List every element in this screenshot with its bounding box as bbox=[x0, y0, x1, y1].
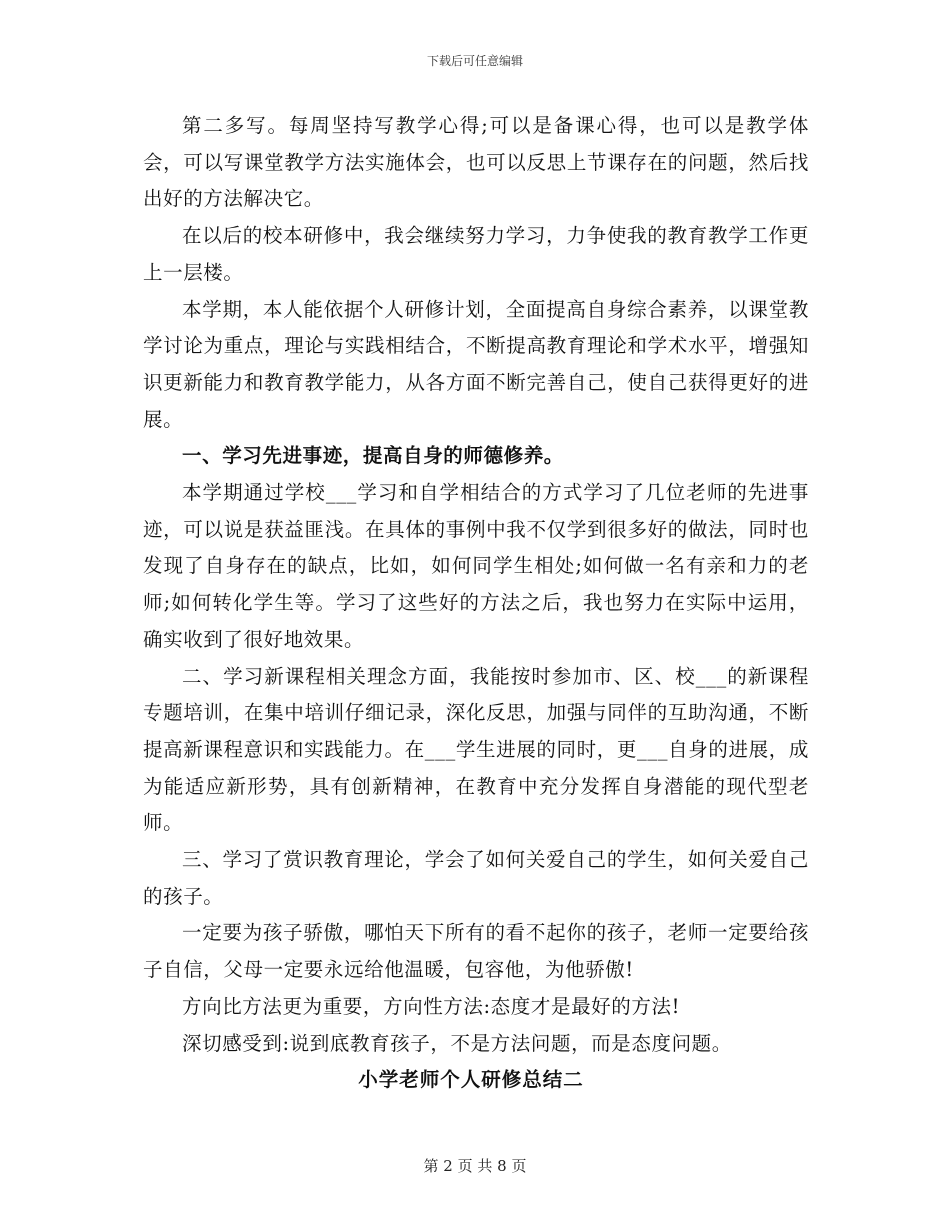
paragraph-semester-plan: 本学期，本人能依据个人研修计划，全面提高自身综合素养，以课堂教学讨论为重点，理论与实践相结合，不断提高教育理论和学术水平，增强知识更新能力和教育教学能力，从各方面不断完善自己，使自己获得更好的进展。 bbox=[143, 297, 809, 431]
heading-section-one: 一、学习先进事迹，提高自身的师德修养。 bbox=[182, 444, 564, 468]
paragraph-write-more: 第二多写。每周坚持写教学心得;可以是备课心得，也可以是教学体会，可以写课堂教学方法实施体会，也可以反思上节课存在的问题，然后找出好的方法解决它。 bbox=[143, 114, 809, 211]
paragraph-attitude: 深切感受到:说到底教育孩子，不是方法问题，而是态度问题。 bbox=[182, 1031, 732, 1055]
paragraph-new-curriculum: 二、学习新课程相关理念方面，我能按时参加市、区、校___的新课程专题培训，在集中培训仔细记录，深化反思，加强与同伴的互助沟通，不断提高新课程意识和实践能力。在___学生进展的同时，更___自身的进展，成为能适应新形势，具有创新精神，在教育中充分发挥自身潜能的现代型老师。 bbox=[143, 664, 809, 835]
paragraph-future-study: 在以后的校本研修中，我会继续努力学习，力争使我的教育教学工作更上一层楼。 bbox=[143, 224, 809, 284]
paragraph-direction-method: 方向比方法更为重要，方向性方法:态度才是最好的方法! bbox=[182, 994, 681, 1018]
section-title: 小学老师个人研修总结二 bbox=[358, 1068, 584, 1092]
paragraph-advanced-deeds: 本学期通过学校___学习和自学相结合的方式学习了几位老师的先进事迹，可以说是获益匪浅。在具体的事例中我不仅学到很多好的做法，同时也发现了自身存在的缺点，比如，如何同学生相处;如何做一名有亲和力的老师;如何转化学生等。学习了这些好的方法之后，我也努力在实际中运用，确实收到了很好地效果。 bbox=[143, 481, 809, 651]
paragraph-appreciation-education: 三、学习了赏识教育理论，学会了如何关爱自己的学生，如何关爱自己的孩子。 bbox=[143, 848, 809, 908]
page-header: 下载后可任意编辑 bbox=[426, 54, 523, 68]
paragraph-proud-of-child: 一定要为孩子骄傲，哪怕天下所有的看不起你的孩子，老师一定要给孩子自信，父母一定要永远给他温暖，包容他，为他骄傲! bbox=[143, 921, 809, 982]
document-body bbox=[143, 108, 809, 1099]
page-footer: 第 2 页 共 8 页 bbox=[423, 1157, 527, 1175]
